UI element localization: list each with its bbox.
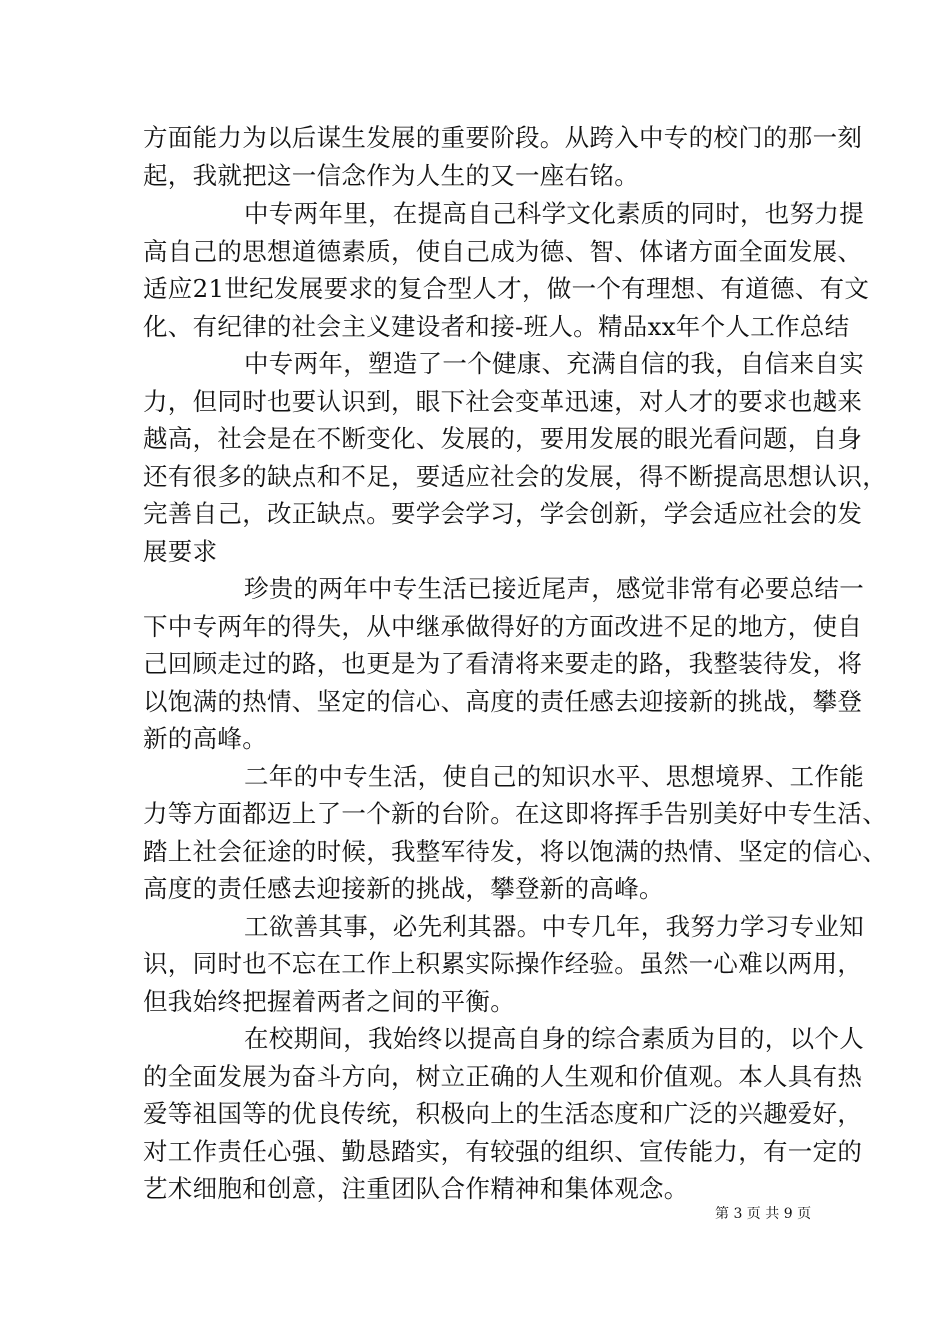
text-line: 完善自己，改正缺点。要学会学习，学会创新，学会适应社会的发 <box>143 499 863 528</box>
text-line: 己回顾走过的路，也更是为了看清将来要走的路，我整装待发，将 <box>143 649 863 678</box>
paragraph-start-line: 珍贵的两年中专生活已接近尾声，感觉非常有必要总结一 <box>244 574 864 603</box>
page-number-footer: 第 3 页 共 9 页 <box>715 1206 812 1222</box>
text-line: 越高，社会是在不断变化、发展的，要用发展的眼光看问题，自身 <box>143 424 863 453</box>
text-line: 的全面发展为奋斗方向，树立正确的人生观和价值观。本人具有热 <box>143 1062 863 1091</box>
text-line: 以饱满的热情、坚定的信心、高度的责任感去迎接新的挑战，攀登 <box>143 687 863 716</box>
text-line: 新的高峰。 <box>143 724 267 753</box>
text-line: 适应21世纪发展要求的复合型人才，做一个有理想、有道德、有文 <box>143 274 870 303</box>
text-line: 对工作责任心强、勤恳踏实，有较强的组织、宣传能力，有一定的 <box>143 1137 863 1166</box>
text-line: 艺术细胞和创意，注重团队合作精神和集体观念。 <box>143 1174 689 1203</box>
text-line: 高度的责任感去迎接新的挑战，攀登新的高峰。 <box>143 874 664 903</box>
text-line: 方面能力为以后谋生发展的重要阶段。从跨入中专的校门的那一刻 <box>143 123 863 152</box>
text-line: 力等方面都迈上了一个新的台阶。在这即将挥手告别美好中专生活、 <box>143 799 887 828</box>
text-line: 识，同时也不忘在工作上积累实际操作经验。虽然一心难以两用， <box>143 949 863 978</box>
text-line: 踏上社会征途的时候，我整军待发，将以饱满的热情、坚定的信心、 <box>143 837 887 866</box>
text-line: 爱等祖国等的优良传统，积极向上的生活态度和广泛的兴趣爱好， <box>143 1099 863 1128</box>
paragraph-start-line: 工欲善其事，必先利其器。中专几年，我努力学习专业知 <box>244 912 864 941</box>
text-line: 下中专两年的得失，从中继承做得好的方面改进不足的地方，使自 <box>143 612 863 641</box>
text-line: 力，但同时也要认识到，眼下社会变革迅速，对人才的要求也越来 <box>143 387 863 416</box>
text-line: 高自己的思想道德素质，使自己成为德、智、体诸方面全面发展、 <box>143 237 863 266</box>
text-line: 展要求 <box>143 537 218 566</box>
text-line: 还有很多的缺点和不足，要适应社会的发展，得不断提高思想认识， <box>143 462 887 491</box>
text-line: 但我始终把握着两者之间的平衡。 <box>143 987 515 1016</box>
paragraph-start-line: 二年的中专生活，使自己的知识水平、思想境界、工作能 <box>244 762 864 791</box>
text-line: 化、有纪律的社会主义建设者和接-班人。精品xx年个人工作总结 <box>143 312 850 341</box>
paragraph-start-line: 中专两年，塑造了一个健康、充满自信的我，自信来自实 <box>244 349 864 378</box>
text-line: 起，我就把这一信念作为人生的又一座右铭。 <box>143 161 639 190</box>
paragraph-start-line: 中专两年里，在提高自己科学文化素质的同时，也努力提 <box>244 199 864 228</box>
paragraph-start-line: 在校期间，我始终以提高自身的综合素质为目的，以个人 <box>244 1024 864 1053</box>
